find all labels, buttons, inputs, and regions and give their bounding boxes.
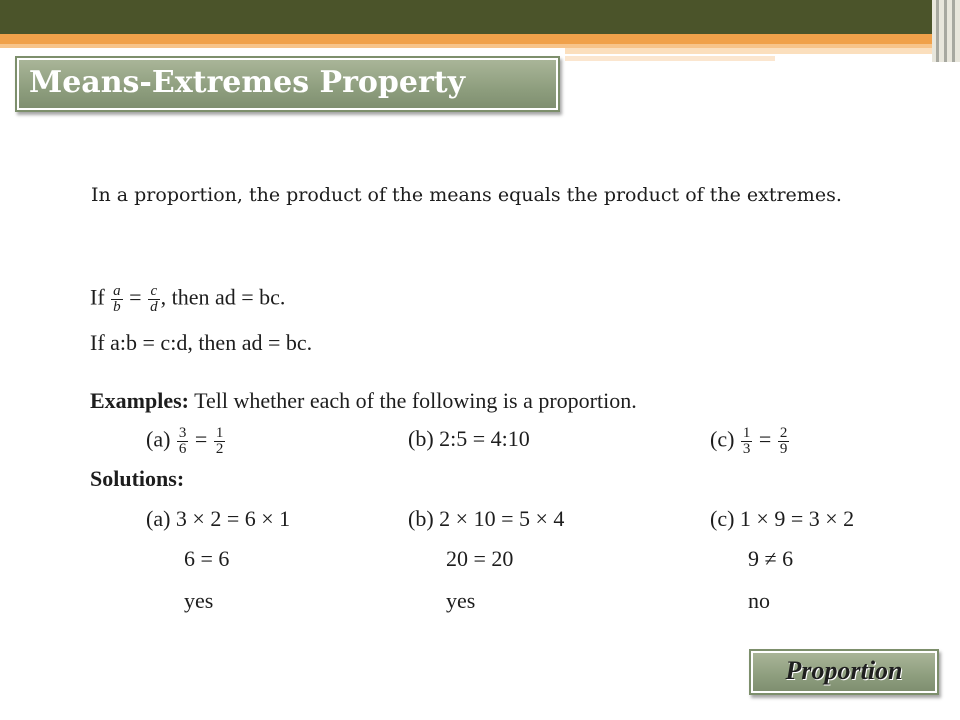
solutions-heading: Solutions: <box>90 466 185 491</box>
rule-if: If <box>90 284 105 310</box>
solution-c-step1: (c) 1 × 9 = 3 × 2 <box>710 506 855 531</box>
accent-stripe <box>565 48 932 54</box>
solution-c-answer: no <box>748 588 770 613</box>
footer-topic-label: Proportion <box>753 653 935 691</box>
fraction: $\frac{c}{d}$ <box>150 283 158 315</box>
solution-a-step1: (a) 3 × 2 = 6 × 1 <box>146 506 291 531</box>
examples-heading <box>90 388 637 414</box>
title-box <box>15 56 560 112</box>
example-a: (a) $\frac{3}{6}$ = $\frac{1}{2}$ <box>146 425 224 457</box>
rule-ratio-form: If a:b = c:d, then ad = bc. <box>90 330 313 355</box>
solution-b-step2: 20 = 20 <box>446 546 514 571</box>
accent-stripe <box>565 56 775 61</box>
footer-topic-box <box>749 649 939 695</box>
solution-b-step1: (b) 2 × 10 = 5 × 4 <box>408 506 565 531</box>
examples-label: Examples: <box>90 388 189 413</box>
slide-title: Means-Extremes Property <box>19 60 556 108</box>
example-b: (b) 2:5 = 4:10 <box>408 426 530 451</box>
rule-fraction-form: If $\frac{a}{b}$ = $\frac{c}{d}$ , then ad = bc. <box>90 283 286 315</box>
examples-instruction: Tell whether each of the following is a proportion. <box>194 388 637 413</box>
fraction: $\frac{a}{b}$ <box>113 283 121 315</box>
top-banner <box>0 0 932 34</box>
example-c: (c) $\frac{1}{3}$ = $\frac{2}{9}$ <box>710 425 788 457</box>
rule-conclusion: , then ad = bc. <box>160 284 286 310</box>
top-accent-stripe <box>0 34 932 44</box>
solution-a-answer: yes <box>184 588 214 613</box>
solution-b-answer: yes <box>446 588 476 613</box>
corner-decoration <box>932 0 960 62</box>
solution-c-step2: 9 ≠ 6 <box>748 546 794 571</box>
solution-a-step2: 6 = 6 <box>184 546 230 571</box>
intro-text: In a proportion, the product of the means equals the product of the extremes. <box>91 184 842 206</box>
